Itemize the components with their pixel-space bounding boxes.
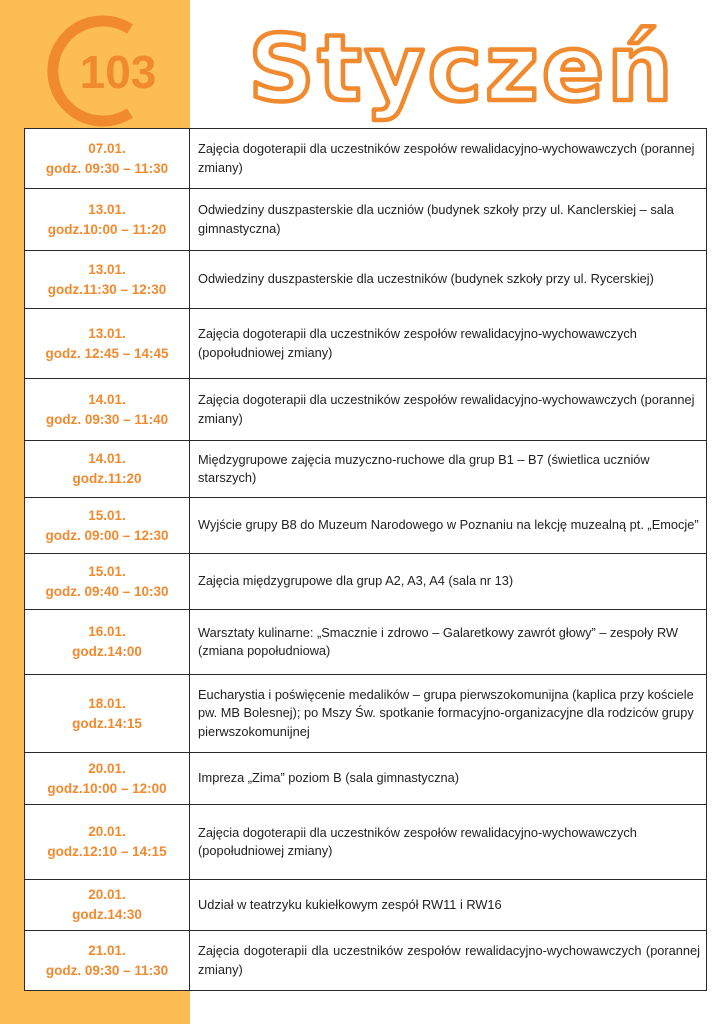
table-row [25,931,707,991]
table-row [25,554,707,610]
event-time: godz.10:00 – 11:20 [47,221,167,237]
event-date-cell [25,498,190,554]
table-row [25,379,707,441]
event-date: 18.01. [88,695,126,711]
event-description: Międzygrupowe zajęcia muzyczno-ruchowe dla grup B1 – B7 (świetlica uczniów starszych) [190,441,707,498]
event-date-cell [25,753,190,805]
event-time: godz.11:30 – 12:30 [47,281,167,297]
event-time: godz.11:20 [72,471,142,486]
page-title-text: Styczeń [248,15,676,122]
event-date: 15.01. [88,563,126,579]
event-time: godz.10:00 – 12:00 [47,780,167,796]
event-description: Odwiedziny duszpasterskie dla uczniów (budynek szkoły przy ul. Kanclerskiej – sala gimnastyczna) [190,189,707,251]
event-date: 20.01. [88,887,126,902]
event-date-cell [25,251,190,309]
event-date: 07.01. [88,140,126,156]
table-row [25,129,707,189]
event-date: 13.01. [88,201,126,217]
table-row [25,805,707,880]
event-description: Wyjście grupy B8 do Muzeum Narodowego w Poznaniu na lekcję muzealną pt. „Emocje” [190,498,707,554]
event-time: godz. 09:40 – 10:30 [45,583,169,599]
table-row [25,498,707,554]
event-date: 15.01. [88,507,126,523]
table-row [25,251,707,309]
event-description: Warsztaty kulinarne: „Smacznie i zdrowo – Galaretkowy zawrót głowy” – zespoły RW (zmiana popołudniowa) [190,610,707,675]
event-time: godz. 09:00 – 12:30 [45,527,169,543]
table-row [25,189,707,251]
table-row [25,610,707,675]
event-time: godz. 09:30 – 11:30 [45,160,169,176]
event-date: 21.01. [88,942,126,958]
event-date: 13.01. [88,325,126,341]
event-description: Zajęcia międzygrupowe dla grup A2, A3, A4 (sala nr 13) [190,554,707,610]
event-date: 14.01. [88,451,126,466]
event-description: Zajęcia dogoterapii dla uczestników zespołów rewalidacyjno-wychowawczych (porannej zmiany) [190,379,707,441]
event-time: godz.14:15 [72,715,142,731]
event-date-cell [25,441,190,498]
logo-103 [38,15,170,127]
event-date-cell [25,554,190,610]
event-date-cell [25,880,190,931]
event-description: Eucharystia i poświęcenie medalików – grupa pierwszokomunijna (kaplica przy kościele pw. MB Bolesnej); po Mszy Św. spotkanie formacyjno-organizacyjne dla rodziców grupy pierwszokomunijnej [190,675,707,753]
event-time: godz. 09:30 – 11:40 [45,411,169,427]
event-date-cell [25,675,190,753]
event-description: Zajęcia dogoterapii dla uczestników zespołów rewalidacyjno-wychowawczych (porannej zmiany) [190,129,707,189]
event-date: 14.01. [88,391,126,407]
event-date: 20.01. [88,760,126,776]
event-description: Zajęcia dogoterapii dla uczestników zespołów rewalidacyjno-wychowawczych (popołudniowej zmiany) [190,309,707,379]
event-date-cell [25,610,190,675]
event-date: 16.01. [88,624,126,639]
event-date-cell [25,379,190,441]
event-date: 20.01. [88,824,126,839]
table-row [25,880,707,931]
event-time: godz. 09:30 – 11:30 [45,962,169,978]
event-date-cell [25,931,190,991]
event-time: godz.14:30 [72,907,142,922]
event-time: godz. 12:45 – 14:45 [45,345,169,361]
event-time: godz.12:10 – 14:15 [47,844,167,859]
table-row [25,441,707,498]
event-date-cell [25,805,190,880]
event-description: Impreza „Zima” poziom B (sala gimnastyczna) [190,753,707,805]
event-description: Zajęcia dogoterapii dla uczestników zespołów rewalidacyjno-wychowawczych (porannej zmiany) [190,931,707,991]
schedule-table [24,128,707,991]
logo-text: 103 [79,46,157,98]
table-row [25,675,707,753]
event-date: 13.01. [88,261,126,277]
event-date-cell [25,129,190,189]
event-description: Zajęcia dogoterapii dla uczestników zespołów rewalidacyjno-wychowawczych (popołudniowej zmiany) [190,805,707,880]
event-date-cell [25,309,190,379]
table-row [25,753,707,805]
event-date-cell [25,189,190,251]
page-title [222,2,702,127]
event-time: godz.14:00 [72,644,142,659]
event-description: Udział w teatrzyku kukiełkowym zespół RW11 i RW16 [190,880,707,931]
event-description: Odwiedziny duszpasterskie dla uczestników (budynek szkoły przy ul. Rycerskiej) [190,251,707,309]
table-row [25,309,707,379]
